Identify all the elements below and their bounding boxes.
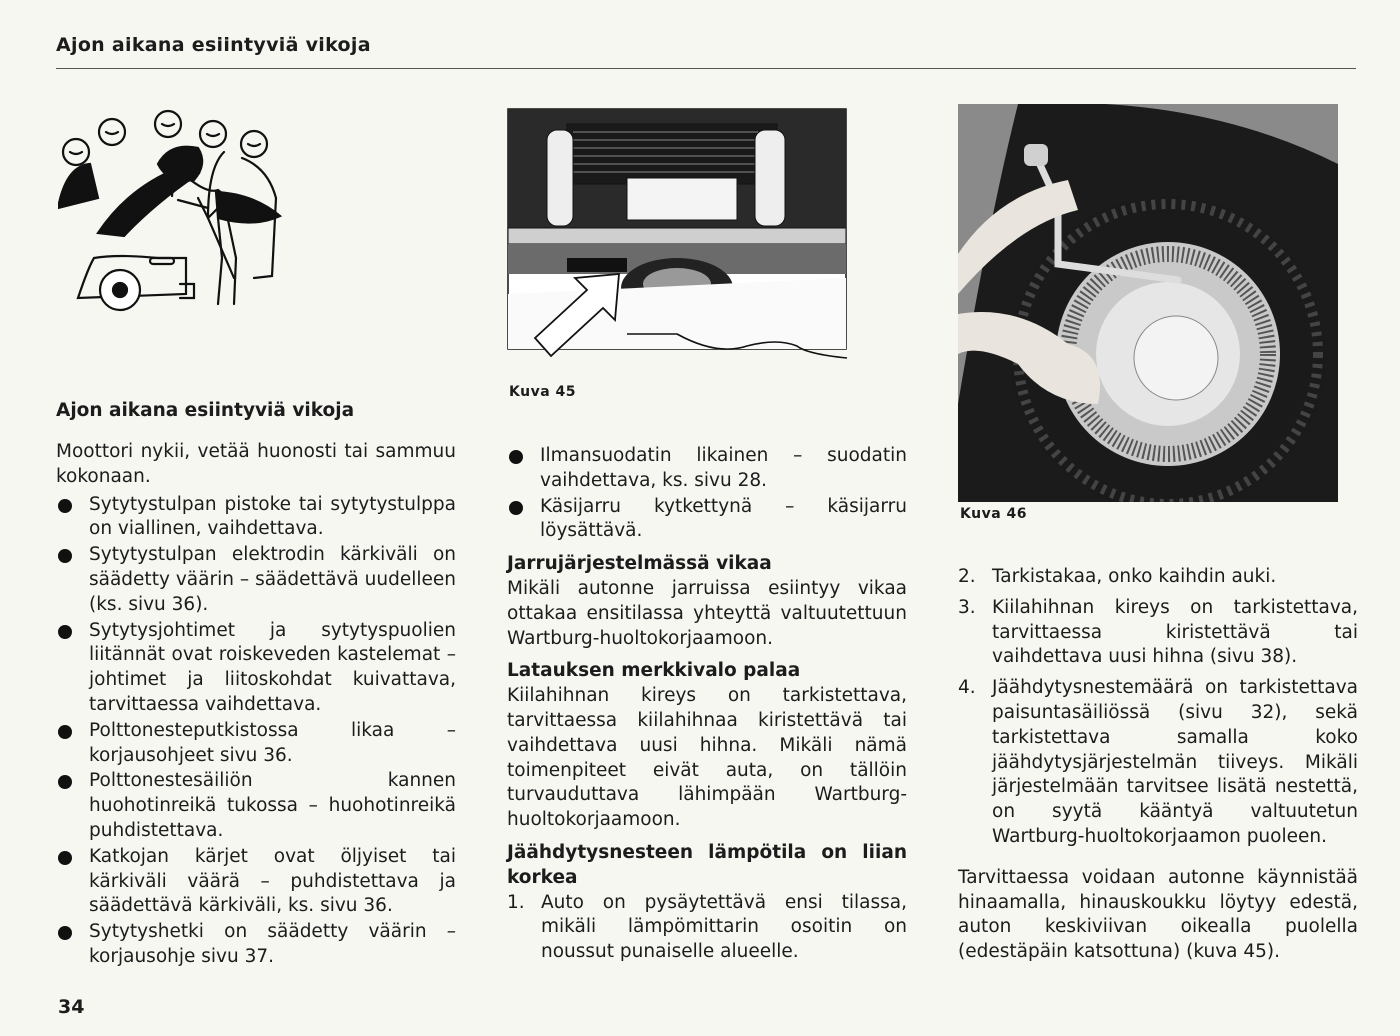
coolant-steps-continued (958, 565, 1358, 850)
item-number: 2. (958, 566, 976, 587)
item-number: 4. (958, 677, 976, 699)
figure-45-tow-hook (507, 108, 903, 364)
figure-46-caption: Kuva 46 (960, 506, 1027, 522)
page-header: Ajon aikana esiintyviä vikoja (56, 34, 371, 56)
towing-text: Tarvittaessa voidaan autonne käynnistää hinaamalla, hinauskoukku löytyy edestä, auton keskiviivan oikealla puolella (edestäpäin katsottuna) (kuva 45). (958, 866, 1358, 963)
list-item: Katkojan kärjet ovat öljyiset tai kärkiväli väärä – puhdistettava ja säädettävä kärkiväli, ks. sivu 36. (56, 845, 456, 919)
fault-list-continued (507, 444, 907, 544)
list-item: 1. Auto on pysäytettävä ensi tilassa, mikäli lämpömittarin osoitin on noussut punaiselle alueelle. (507, 891, 907, 963)
coolant-heading-line1: Jäähdytysnesteen lämpötila on liian (507, 841, 907, 863)
list-item: Ilmansuodatin likainen – suodatin vaihdettava, ks. sivu 28. (507, 444, 907, 494)
figure-45-caption: Kuva 45 (509, 384, 576, 400)
bullet-icon (58, 926, 72, 940)
list-item: Sytytystulpan elektrodin kärkiväli on säädetty väärin – säädettävä uudelleen (ks. sivu 36). (56, 543, 456, 617)
bullet-icon (58, 499, 72, 513)
bullet-icon (58, 775, 72, 789)
figure-46-wheel-photo (958, 104, 1338, 502)
header-rule (56, 68, 1356, 69)
list-item: Polttonestesäiliön kannen huohotinreikä tukossa – huohotinreikä puhdistettava. (56, 769, 456, 843)
brakes-heading: Jarrujärjestelmässä vikaa (507, 553, 772, 575)
column-2 (507, 444, 907, 971)
list-item: Sytytystulpan pistoke tai sytytystulppa on viallinen, vaihdettava. (56, 493, 456, 543)
page-number: 34 (58, 996, 85, 1018)
coolant-heading-line2: korkea (507, 866, 578, 888)
bullet-icon (58, 851, 72, 865)
bullet-icon (58, 725, 72, 739)
cartoon-illustration (58, 108, 284, 318)
bullet-icon (58, 549, 72, 563)
list-item: 4. Jäähdytysnestemäärä on tarkistettava paisuntasäiliössä (sivu 32), sekä tarkistettava samalla koko jäähdytysjärjestelmän tiiveys. Mikäli järjestelmään tarvitsee lisätä nestettä, on syytä kääntyä valtuutetun Wartburg-huoltokorjaamon puoleen. (958, 677, 1358, 847)
column-1 (56, 440, 456, 971)
list-item: 3. Kiilahihnan kireys on tarkistettava, tarvittaessa kiristettävä tai vaihdettava uusi hihna (sivu 38). (958, 596, 1358, 668)
intro-text: Moottori nykii, vetää huonosti tai sammuu kokonaan. (56, 441, 456, 487)
list-item: Sytytysjohtimet ja sytytyspuolien liitännät ovat roiskeveden kastelemat – johtimet ja liitoskohdat kuivattava, tarvittaessa vaihdettava. (56, 619, 456, 718)
item-number: 3. (958, 596, 976, 618)
coolant-steps (507, 891, 907, 965)
charge-light-text: Kiilahihnan kireys on tarkistettava, tarvittaessa kiilahihnaa kiristettävä tai vaihdettava uusi hihna. Mikäli nämä toimenpiteet eivät auta, on tällöin turvauduttava lähimpään Wartburg-huoltokorjaamoon. (507, 685, 907, 831)
column-3 (958, 565, 1358, 965)
bullet-icon (509, 501, 523, 515)
item-number: 1. (507, 891, 525, 913)
fault-list (56, 493, 456, 970)
list-item: Sytytyshetki on säädetty väärin – korjausohje sivu 37. (56, 920, 456, 970)
bullet-icon (58, 625, 72, 639)
list-item: 2. Tarkistakaa, onko kaihdin auki. (958, 565, 1358, 590)
list-item: Käsijarru kytkettynä – käsijarru löysättävä. (507, 495, 907, 545)
list-item: Polttonesteputkistossa likaa – korjausohjeet sivu 36. (56, 719, 456, 769)
charge-light-heading: Latauksen merkkivalo palaa (507, 660, 801, 682)
brakes-text: Mikäli autonne jarruissa esiintyy vikaa ottakaa ensitilassa yhteyttä valtuutettuun Wartburg-huoltokorjaamoon. (507, 577, 907, 649)
section-title: Ajon aikana esiintyviä vikoja (56, 400, 355, 421)
bullet-icon (509, 450, 523, 464)
